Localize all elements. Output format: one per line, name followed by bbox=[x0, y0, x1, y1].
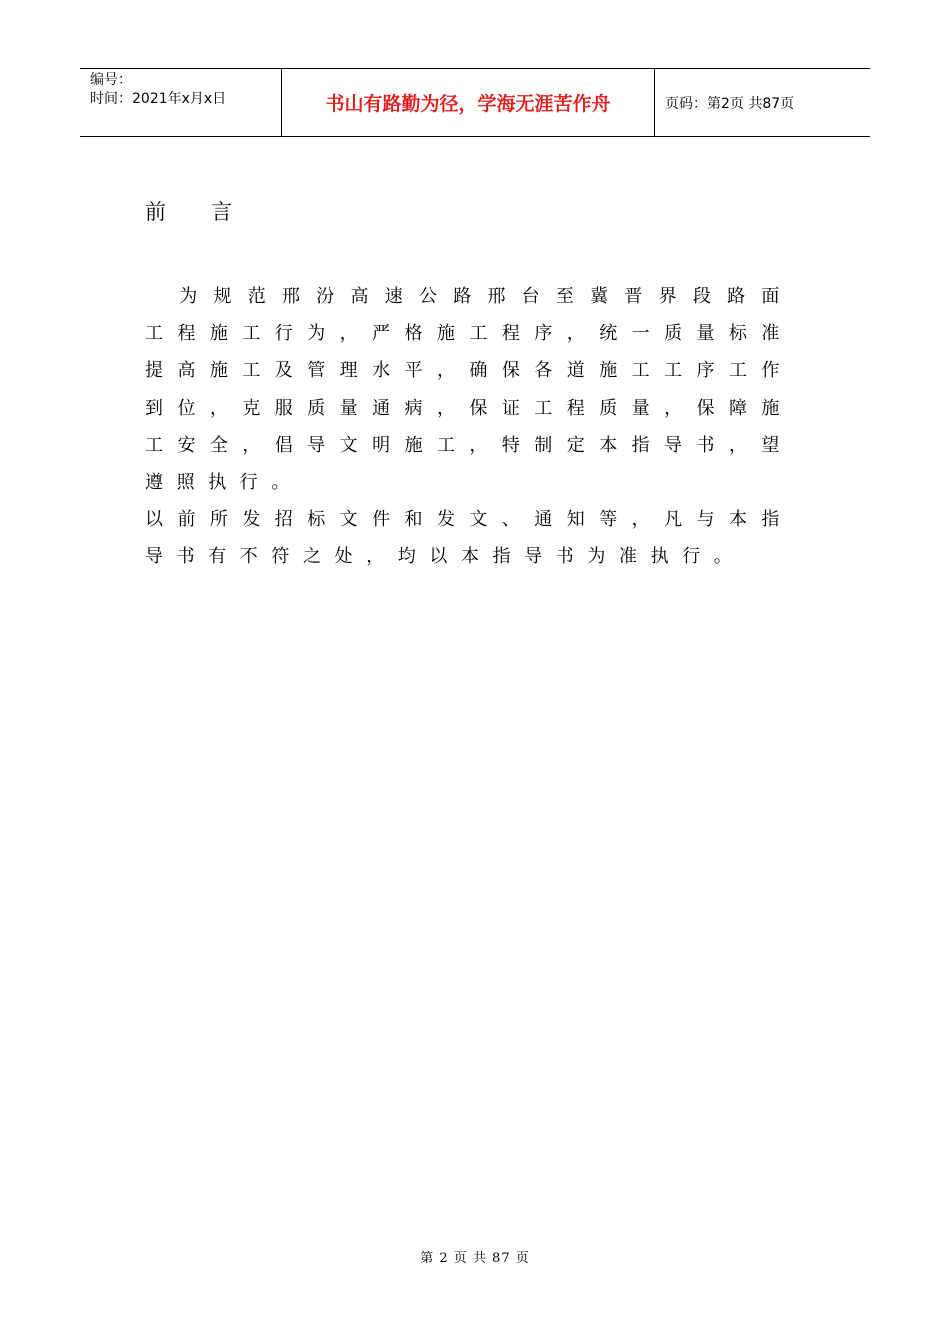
page-header bbox=[80, 68, 870, 137]
preface-body bbox=[145, 278, 793, 576]
paragraph-line: 导书有不符之处，均以本指导书为准执行。 bbox=[145, 546, 746, 568]
paragraph-line: 到位，克服质量通病，保证工程质量，保障施 bbox=[145, 397, 793, 419]
preface-paragraph-2 bbox=[145, 501, 793, 575]
page-footer: 第 2 页 共 87 页 bbox=[420, 1251, 530, 1266]
title-char-1: 前 bbox=[145, 200, 167, 224]
paragraph-line: 遵照执行。 bbox=[145, 472, 303, 494]
date-line: 时间：2021年x月x日 bbox=[90, 91, 227, 107]
header-page-info: 页码：第2页 共87页 bbox=[665, 95, 795, 112]
preface-paragraph-1 bbox=[145, 278, 793, 501]
header-motto: 书山有路勤为径，学海无涯苦作舟 bbox=[282, 69, 655, 136]
paragraph-line: 以前所发招标文件和发文、通知等，凡与本指 bbox=[145, 509, 793, 531]
paragraph-line: 提高施工及管理水平，确保各道施工工序工作 bbox=[145, 360, 793, 382]
paragraph-line: 工程施工行为，严格施工程序，统一质量标准 bbox=[145, 323, 793, 345]
serial-number-label: 编号： bbox=[90, 72, 132, 88]
header-meta-cell bbox=[80, 69, 282, 136]
title-char-2: 言 bbox=[211, 200, 233, 224]
paragraph-line: 工安全，倡导文明施工，特制定本指导书，望 bbox=[145, 434, 793, 456]
paragraph-line: 为规范邢汾高速公路邢台至冀晋界段路面 bbox=[145, 286, 793, 307]
section-title bbox=[145, 196, 233, 226]
